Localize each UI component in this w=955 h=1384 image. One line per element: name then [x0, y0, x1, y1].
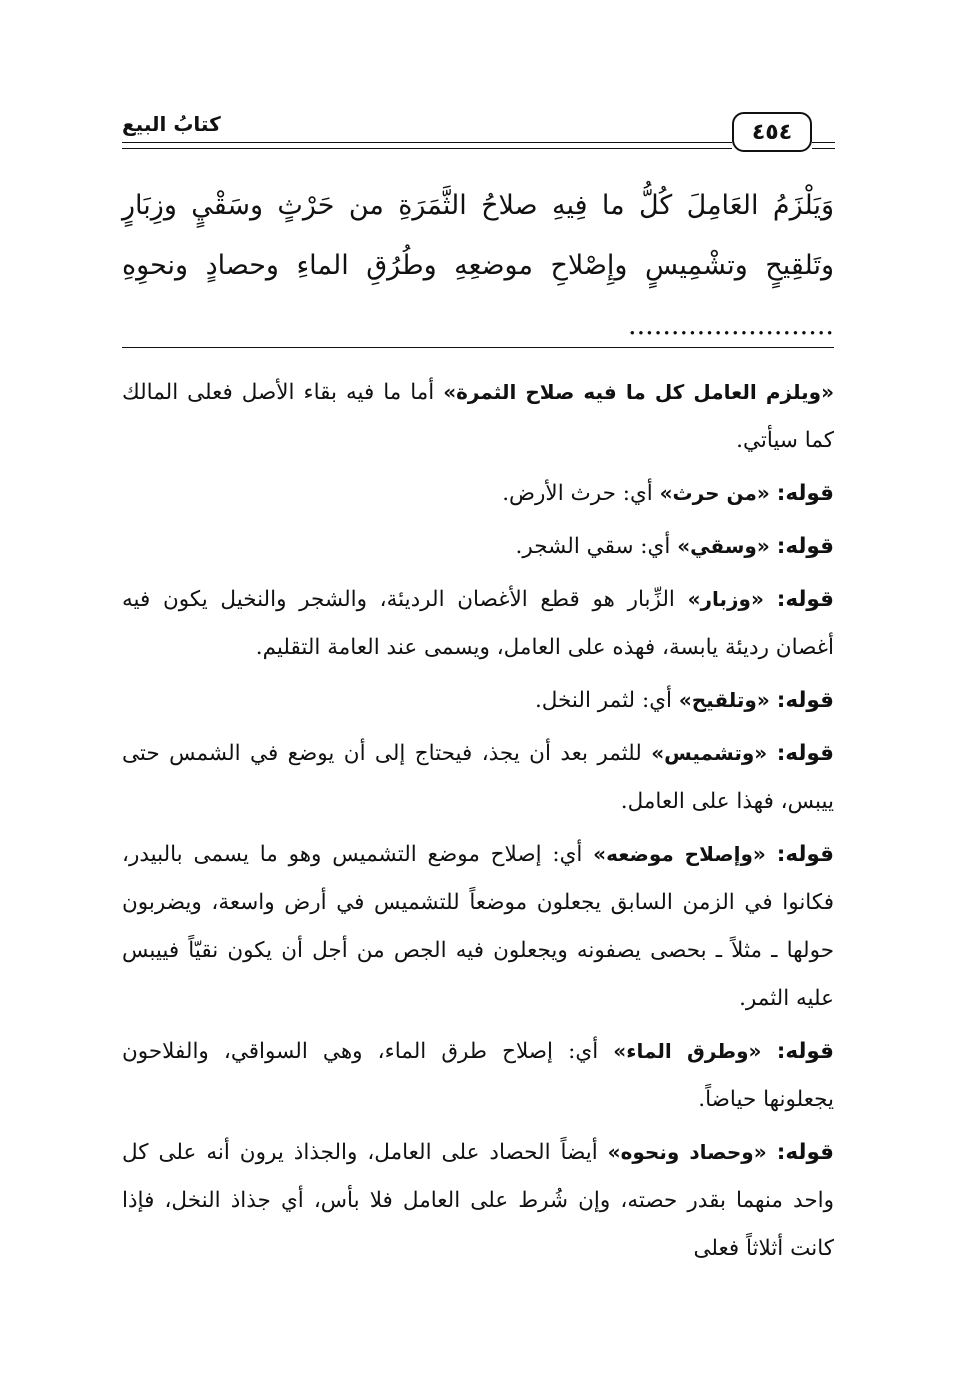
page-number: ٤٥٤ [732, 112, 812, 152]
quoted-term: «وإصلاح موضعه» [593, 842, 777, 866]
paragraph-text: أي: حرث الأرض. [502, 481, 660, 506]
paragraph-text: أي: إصلاح طرق الماء، وهي السواقي، والفلاحون يجعلونها حياضاً. [122, 1039, 834, 1112]
paragraph-lead: قوله: [776, 741, 834, 766]
commentary-paragraph [122, 469, 834, 518]
quoted-term: «وزبار» [687, 587, 777, 611]
paragraph-lead: قوله: [776, 1039, 834, 1064]
page-header [122, 112, 835, 160]
commentary-paragraph [122, 575, 834, 672]
quoted-term: «وطرق الماء» [613, 1039, 777, 1063]
paragraph-lead: قوله: [776, 1140, 835, 1165]
matn-divider [122, 347, 834, 348]
commentary-paragraph [122, 729, 834, 826]
paragraph-lead: قوله: [776, 534, 834, 559]
paragraph-lead: قوله: [776, 688, 834, 713]
header-rule-bottom [122, 148, 732, 149]
paragraph-lead: قوله: [776, 842, 834, 867]
quoted-term: «وحصاد ونحوه» [607, 1140, 777, 1164]
paragraph-lead: قوله: [776, 587, 834, 612]
matn-body: وَيَلْزَمُ العَامِلَ كُلُّ ما فِيهِ صلاحُ الثَّمَرَةِ من حَرْثٍ وسَقْيٍ وزِبَارٍ وتَلقِيحٍ وتشْمِيسٍ وإِصْلاحِ موضعِهِ وطُرُقِ الماءِ وحصادٍ ونحوِهِ [122, 190, 834, 281]
commentary-paragraph [122, 1027, 834, 1124]
quoted-term: «وسقي» [677, 534, 777, 558]
quoted-term: «وتشميس» [651, 741, 777, 765]
commentary-paragraph [122, 1128, 834, 1273]
header-rule-right-bottom [812, 148, 835, 149]
quoted-term: «ويلزم العامل كل ما فيه صلاح الثمرة» [443, 380, 834, 404]
commentary-paragraph [122, 830, 834, 1023]
paragraph-text: أيضاً الحصاد على العامل، والجذاذ يرون أنه على كل واحد منهما بقدر حصته، وإن شُرط على العامل فلا بأس، أي جذاذ النخل، فإذا كانت أثلاثاً فعلى [122, 1140, 834, 1261]
commentary-paragraph [122, 676, 834, 725]
paragraph-text: للثمر بعد أن يجذ، فيحتاج إلى أن يوضع في الشمس حتى ييبس، فهذا على العامل. [122, 741, 834, 814]
running-title: كتابُ البيع [122, 112, 221, 136]
matn-text [122, 176, 834, 356]
commentary-paragraph [122, 368, 834, 465]
commentary-paragraph [122, 522, 834, 571]
quoted-term: «من حرث» [659, 481, 777, 505]
paragraph-text: أي: لثمر النخل. [534, 688, 679, 713]
matn-paragraph [122, 176, 834, 356]
paragraph-text: أي: سقي الشجر. [515, 534, 678, 559]
header-rule-right-top [812, 142, 835, 143]
quoted-term: «وتلقيح» [678, 688, 777, 712]
header-rule-top [122, 142, 732, 143]
paragraph-text: الزِّبار هو قطع الأغصان الرديئة، والشجر والنخيل يكون فيه أغصان رديئة يابسة، فهذه على العامل، ويسمى عند العامة التقليم. [122, 587, 834, 660]
paragraph-text: أي: إصلاح موضع التشميس وهو ما يسمى بالبيدر، فكانوا في الزمن السابق يجعلون موضعاً للتشميس في أرض واسعة، ويضربون حولها ـ مثلاً ـ بحصى يصفونه ويجعلون فيه الجص من أجل أن يكون نقيّاً فييبس عليه الثمر. [122, 842, 834, 1011]
matn-dots: ........................ [628, 310, 834, 341]
paragraph-lead: قوله: [776, 481, 834, 506]
paragraph-text: أما ما فيه بقاء الأصل فعلى المالك كما سيأتي. [122, 380, 834, 453]
commentary-text [122, 368, 834, 1277]
